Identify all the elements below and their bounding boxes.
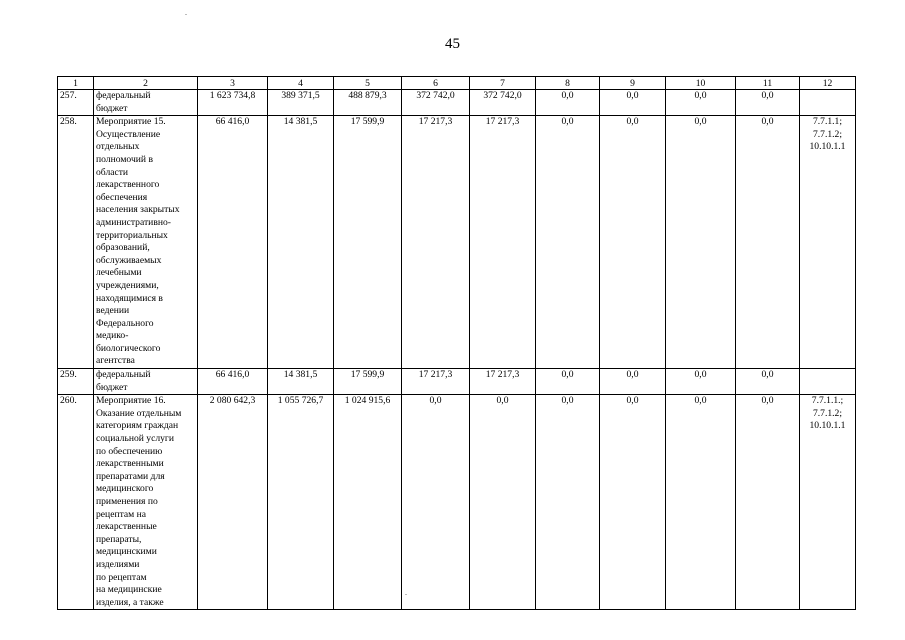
- value-cell: 0,0: [536, 116, 600, 369]
- value-cell: 389 371,5: [268, 90, 334, 116]
- code-text: 7.7.1.1; 7.7.1.2; 10.10.1.1: [809, 116, 846, 153]
- value-cell: 0,0: [536, 395, 600, 610]
- column-header: 12: [800, 77, 856, 90]
- value-cell: 488 879,3: [334, 90, 402, 116]
- code-cell: [800, 90, 856, 116]
- table-row: [58, 116, 856, 369]
- value-cell: 14 381,5: [268, 116, 334, 369]
- column-header: 5: [334, 77, 402, 90]
- column-header: 1: [58, 77, 94, 90]
- column-header: 6: [402, 77, 470, 90]
- row-number: 259.: [58, 369, 94, 395]
- row-name-text: Мероприятие 16. Оказание отдельным категориям граждан социальной услуги по обеспечению лекарственными препаратами для медицинского применения по рецептам на лекарственные препараты, медицинскими изделиями по рецептам на медицинские изделия, а также: [96, 395, 182, 608]
- row-name: [94, 90, 198, 116]
- value-cell: 372 742,0: [402, 90, 470, 116]
- value-cell: 372 742,0: [470, 90, 536, 116]
- column-header: 9: [600, 77, 666, 90]
- value-cell: 0,0: [666, 369, 736, 395]
- value-cell: 66 416,0: [198, 369, 268, 395]
- page-number: 45: [445, 36, 460, 52]
- column-header: 3: [198, 77, 268, 90]
- column-header: 7: [470, 77, 536, 90]
- code-cell: [800, 116, 856, 369]
- row-number: 260.: [58, 395, 94, 610]
- code-cell: [800, 369, 856, 395]
- value-cell: 0,0: [666, 395, 736, 610]
- value-cell: 0,0: [536, 369, 600, 395]
- value-cell: 17 217,3: [402, 369, 470, 395]
- column-header: 8: [536, 77, 600, 90]
- column-header: 2: [94, 77, 198, 90]
- row-number: 258.: [58, 116, 94, 369]
- code-text: 7.7.1.1.; 7.7.1.2; 10.10.1.1: [809, 395, 846, 432]
- value-cell: 2 080 642,3: [198, 395, 268, 610]
- column-header: 4: [268, 77, 334, 90]
- row-name-text: Мероприятие 15. Осуществление отдельных полномочий в области лекарственного обеспечения населения закрытых административно- территориальных образований, обслуживаемых лечебными учреждениями, находящимися в ведении Федерального медико- биологического агентства: [96, 116, 180, 367]
- value-cell: 0,0: [666, 116, 736, 369]
- table-row: [58, 369, 856, 395]
- value-cell: 0,0: [600, 395, 666, 610]
- value-cell: 0,0: [736, 369, 800, 395]
- column-number-row: [58, 77, 856, 90]
- value-cell: 1 623 734,8: [198, 90, 268, 116]
- table-row: [58, 395, 856, 610]
- value-cell: 0,0: [600, 116, 666, 369]
- value-cell: 1 024 915,6: [334, 395, 402, 610]
- value-cell: 66 416,0: [198, 116, 268, 369]
- value-cell: 0,0: [736, 116, 800, 369]
- value-cell: 0,0: [736, 90, 800, 116]
- value-cell: 17 217,3: [470, 116, 536, 369]
- value-cell: 0,0: [736, 395, 800, 610]
- row-number: 257.: [58, 90, 94, 116]
- scan-speck: [405, 594, 407, 595]
- value-cell: 0,0: [600, 90, 666, 116]
- budget-table: [57, 76, 856, 610]
- value-cell: 0,0: [470, 395, 536, 610]
- code-cell: [800, 395, 856, 610]
- value-cell: 1 055 726,7: [268, 395, 334, 610]
- row-name: [94, 369, 198, 395]
- value-cell: 0,0: [600, 369, 666, 395]
- column-header: 10: [666, 77, 736, 90]
- row-name: [94, 395, 198, 610]
- row-name-text: федеральный бюджет: [96, 90, 151, 114]
- value-cell: 17 217,3: [402, 116, 470, 369]
- scan-speck: [185, 14, 187, 15]
- value-cell: 17 217,3: [470, 369, 536, 395]
- column-header: 11: [736, 77, 800, 90]
- value-cell: 14 381,5: [268, 369, 334, 395]
- value-cell: 17 599,9: [334, 369, 402, 395]
- table-row: [58, 90, 856, 116]
- value-cell: 17 599,9: [334, 116, 402, 369]
- value-cell: 0,0: [402, 395, 470, 610]
- row-name-text: федеральный бюджет: [96, 369, 151, 393]
- row-name: [94, 116, 198, 369]
- value-cell: 0,0: [536, 90, 600, 116]
- value-cell: 0,0: [666, 90, 736, 116]
